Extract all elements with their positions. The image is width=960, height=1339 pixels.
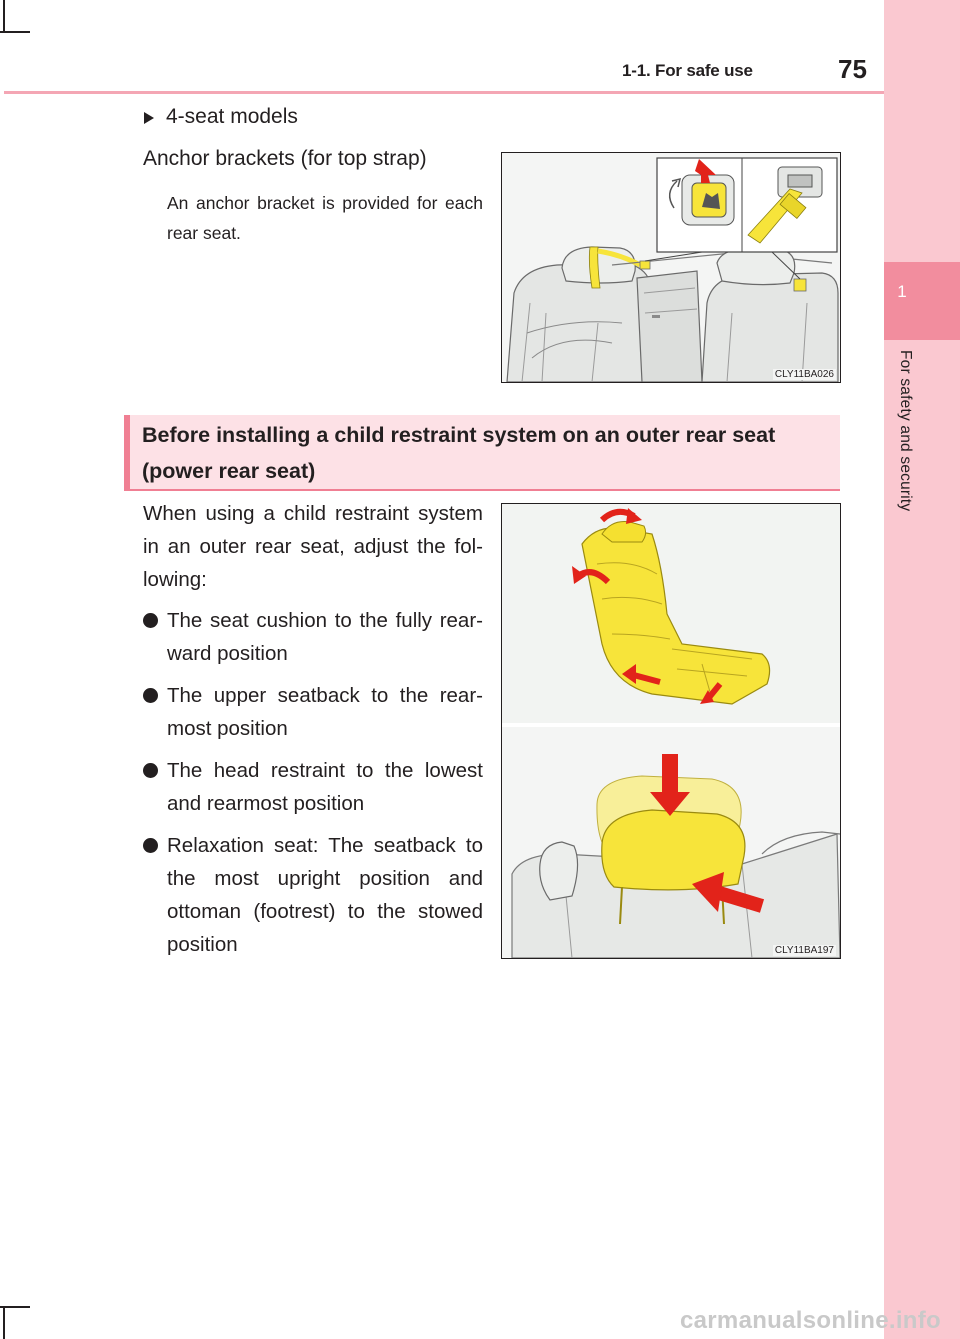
model-subheading — [144, 105, 298, 129]
section-heading-underline — [124, 489, 840, 491]
chapter-side-tab — [884, 0, 960, 1339]
bullet-dot-icon — [143, 763, 158, 778]
bullet-dot-icon — [143, 688, 158, 703]
crop-mark-top-left-h — [0, 31, 30, 33]
section-heading: Before installing a child restraint system on an outer rear seat (power rear seat) — [142, 423, 776, 483]
section-heading-box — [124, 415, 840, 491]
crop-mark-bottom-left-h — [0, 1306, 30, 1308]
model-subheading-text: 4-seat models — [166, 105, 298, 128]
header-rule — [4, 91, 884, 94]
triangle-bullet-icon — [144, 112, 154, 124]
list-item: The upper seatback to the rear-most position — [143, 679, 483, 745]
section-heading-accent-bar — [124, 415, 130, 491]
figure-code-anchor: CLY11BA026 — [774, 369, 834, 380]
anchor-bracket-illustration — [502, 153, 840, 382]
watermark: carmanualsonline.info — [680, 1307, 942, 1334]
adjustment-list — [143, 604, 483, 970]
chapter-title: For safety and security — [897, 350, 914, 512]
seat-adjustment-figure — [501, 503, 841, 959]
running-header-section: 1-1. For safe use — [622, 61, 753, 80]
install-intro: When using a child restraint system in an outer rear seat, adjust the fol-lowing: — [143, 502, 483, 591]
page-number: 75 — [838, 54, 867, 84]
anchor-bracket-figure — [501, 152, 841, 383]
crop-mark-bottom-left-v — [3, 1306, 5, 1339]
bullet-dot-icon — [143, 838, 158, 853]
seat-adjustment-illustration — [502, 504, 840, 958]
list-item: The head restraint to the lowest and rearmost position — [143, 754, 483, 820]
crop-mark-top-left-v — [3, 0, 5, 32]
figure-code-seat: CLY11BA197 — [774, 945, 834, 956]
list-item: The seat cushion to the fully rear-ward position — [143, 604, 483, 670]
bullet-dot-icon — [143, 613, 158, 628]
list-item: Relaxation seat: The seatback to the most upright position and ottoman (footrest) to the stowed position — [143, 829, 483, 961]
anchor-brackets-title: Anchor brackets (for top strap) — [143, 147, 427, 170]
anchor-brackets-description: An anchor bracket is provided for each rear seat. — [167, 193, 483, 243]
chapter-number: 1 — [897, 282, 907, 301]
